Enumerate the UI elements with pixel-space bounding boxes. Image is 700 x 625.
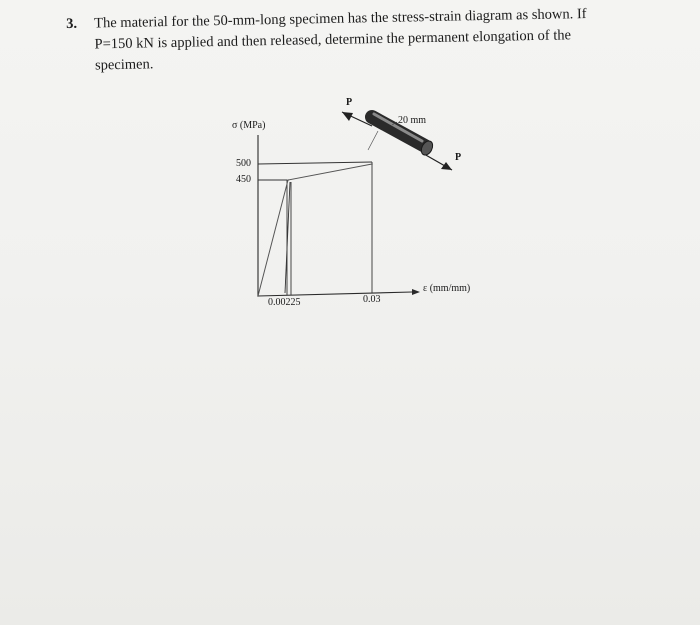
y-axis-label: σ (MPa) xyxy=(232,120,266,131)
problem-line-1: The material for the 50-mm-long specimen has the stress-strain diagram as shown. If xyxy=(94,6,587,32)
x-tick-label-0.03: 0.03 xyxy=(363,294,381,305)
load-label-top: P xyxy=(346,97,353,108)
stress-strain-curve xyxy=(258,164,372,296)
y-tick-label-450: 450 xyxy=(236,174,251,185)
load-label-bottom: P xyxy=(455,152,462,163)
problem-line-2: P=150 kN is applied and then released, determine the permanent elongation of the xyxy=(94,27,572,53)
problem-number: 3. xyxy=(66,15,78,32)
x-axis-label: ε (mm/mm) xyxy=(423,283,471,294)
specimen-illustration xyxy=(342,112,452,170)
curve-point-1 xyxy=(287,179,289,181)
x-axis xyxy=(258,289,420,296)
unloading-line xyxy=(285,182,290,293)
curve-point-2 xyxy=(371,163,373,165)
diameter-label: 20 mm xyxy=(398,115,427,126)
stress-strain-curve-group xyxy=(257,163,373,297)
y-tick-label-500: 500 xyxy=(236,158,251,169)
x-tick-label-0.00225: 0.00225 xyxy=(268,297,301,308)
curve-point-0 xyxy=(257,295,259,297)
problem-line-3: specimen. xyxy=(94,56,154,74)
